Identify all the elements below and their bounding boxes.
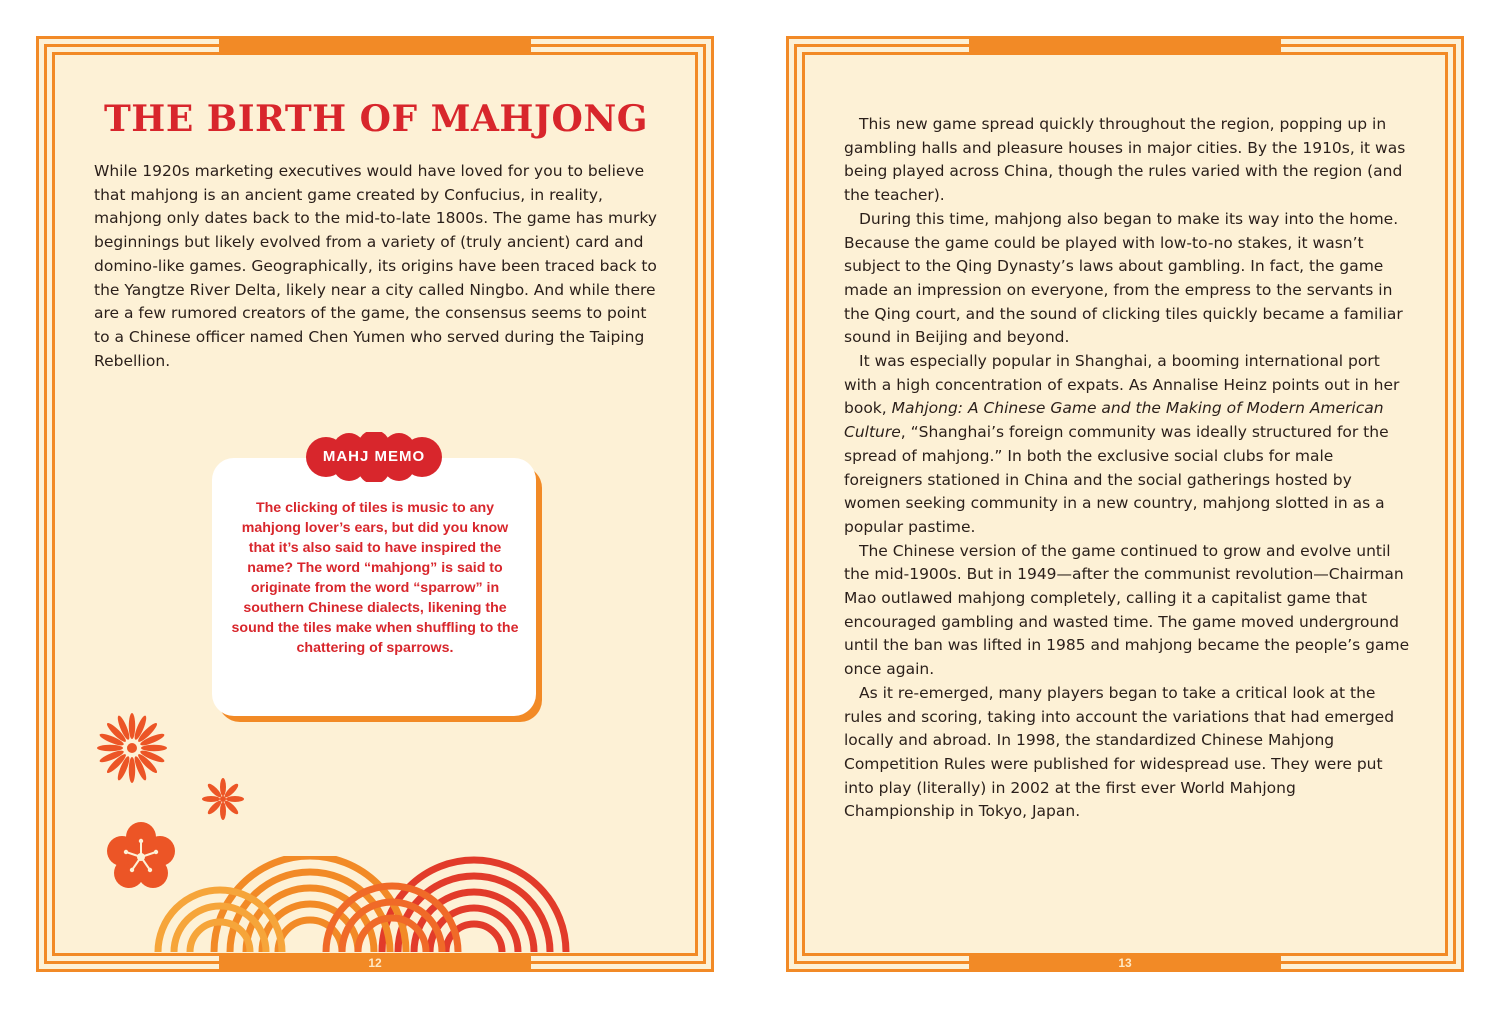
paragraph-3-start: It was especially popular in Shanghai, a booming international port with a high concentration of expats. As Annalise Heinz points out in her book, bbox=[844, 352, 1400, 418]
page-number: 13 bbox=[1118, 956, 1132, 970]
paragraph-5: As it re-emerged, many players began to take a critical look at the rules and scoring, taking into account the variations that had emerged locally and abroad. In 1998, the standardized Chinese Mahjong Competition Rules were published for widespread use. They were put into play (literally) in 2002 at the first ever World Mahjong Championship in Tokyo, Japan. bbox=[844, 683, 1395, 821]
history-text bbox=[844, 113, 1410, 824]
memo-label: MAHJ MEMO bbox=[322, 448, 426, 465]
paragraph-2: During this time, mahjong also began to make its way into the home. Because the game could be played with low-to-no stakes, it wasn’t subject to the Qing Dynasty’s laws about gambling. In fact, the game made an impression on everyone, from the empress to the servants in the Qing court, and the sound of clicking tiles quickly became a familiar sound in Beijing and beyond. bbox=[844, 209, 1403, 347]
memo-badge bbox=[304, 432, 444, 482]
left-page bbox=[36, 36, 714, 972]
page-title: THE BIRTH OF MAHJONG bbox=[104, 98, 648, 140]
paragraph-3 bbox=[844, 350, 1410, 540]
intro-paragraph: While 1920s marketing executives would have loved for you to believe that mahjong is an ancient game created by Confucius, in reality, mahjong only dates back to the mid-to-late 1800s. The game has murky beginnings but likely evolved from a variety of (truly ancient) card and domino-like games. Geographically, its origins have been traced back to the Yangtze River Delta, likely near a city called Ningbo. And while there are a few rumored creators of the game, the consensus seems to point to a Chinese officer named Chen Yumen who served during the Taiping Rebellion. bbox=[94, 162, 657, 370]
paragraph-4: The Chinese version of the game continued to grow and evolve until the mid-1900s. But in 1949—after the communist revolution—Chairman Mao outlawed mahjong completely, calling it a capitalist game that encouraged gambling and wasted time. The game moved underground until the ban was lifted in 1985 and mahjong became the people’s game once again. bbox=[844, 541, 1410, 679]
top-bar bbox=[969, 36, 1281, 54]
paragraph-3-end: , “Shanghai’s foreign community was ideally structured for the spread of mahjong.” In both the exclusive social clubs for male foreigners stationed in China and the social gatherings hosted by women seeking community in a new country, mahjong slotted in as a popular pastime. bbox=[844, 423, 1389, 536]
memo-text: The clicking of tiles is music to any mahjong lover’s ears, but did you know that it’s also said to have inspired the name? The word “mahjong” is said to originate from the word “sparrow” in southern Chinese dialects, likening the sound the tiles make when shuffling to the chattering of sparrows. bbox=[231, 500, 519, 656]
sunburst-flower-icon bbox=[94, 710, 170, 786]
wave-arcs-decoration bbox=[154, 856, 594, 952]
right-page bbox=[786, 36, 1464, 972]
paragraph-1: This new game spread quickly throughout the region, popping up in gambling halls and pleasure houses in major cities. By the 1910s, it was being played across China, though the rules varied with the region (and the teacher). bbox=[844, 115, 1406, 205]
top-bar bbox=[219, 36, 531, 54]
small-asterisk-flower-icon bbox=[200, 776, 246, 822]
page-number: 12 bbox=[368, 956, 382, 970]
book-title: Mahjong: A Chinese Game and the Making of Modern American Culture bbox=[844, 399, 1384, 442]
